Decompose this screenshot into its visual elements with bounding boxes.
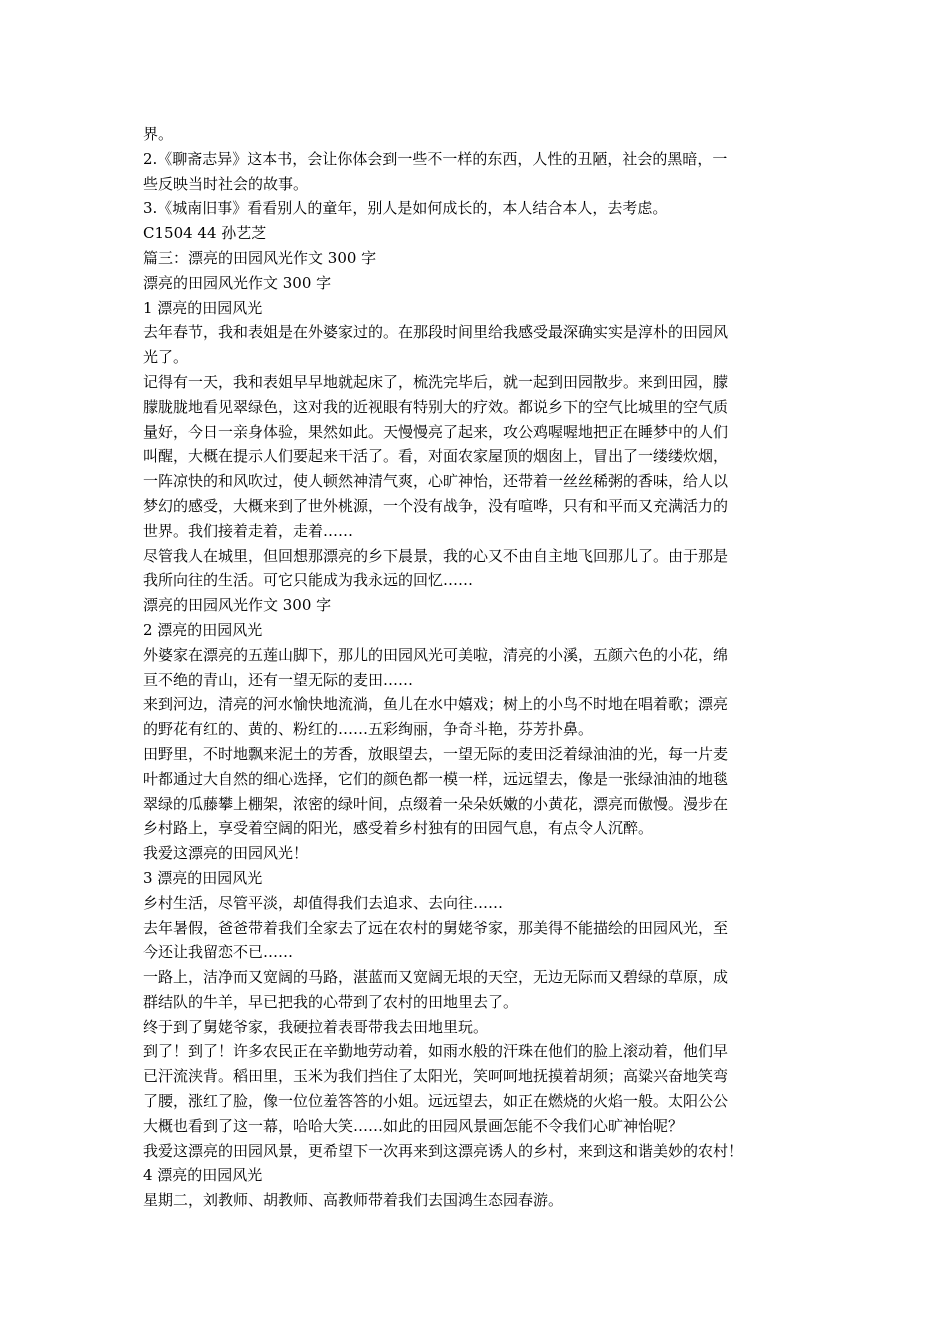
text-line: 1 漂亮的田园风光 [143, 298, 263, 317]
text-line: 了腰，涨红了脸，像一位位羞答答的小姐。远远望去，如正在燃烧的火焰一般。太阳公公 [143, 1092, 729, 1111]
text-line: 去年春节，我和表姐是在外婆家过的。在那段时间里给我感受最深确实实是淳朴的田园风 [143, 323, 729, 342]
text-line: 叶都通过大自然的细心选择，它们的颜色都一模一样，远远望去，像是一张绿油油的地毯 [143, 769, 729, 788]
text-line: 一路上，洁净而又宽阔的马路，湛蓝而又宽阔无垠的天空，无边无际而又碧绿的草原，成 [143, 968, 729, 987]
text-line: 叫醒，大概在提示人们要起来干活了。看，对面农家屋顶的烟囱上，冒出了一缕缕炊烟， [143, 447, 729, 466]
text-line: 3 漂亮的田园风光 [143, 868, 263, 887]
text-line: 乡村生活，尽管平淡，却值得我们去追求、去向往…… [143, 893, 504, 912]
text-line: 光了。 [143, 348, 189, 367]
text-line: 2.《聊斋志异》这本书，会让你体会到一些不一样的东西，人性的丑陋，社会的黑暗，一 [143, 149, 728, 168]
text-line: 我爱这漂亮的田园风景，更希望下一次再来到这漂亮诱人的乡村，来到这和谐美妙的农村！ [143, 1141, 744, 1160]
text-line: 记得有一天，我和表姐早早地就起床了，梳洗完毕后，就一起到田园散步。来到田园，朦 [143, 372, 729, 391]
text-line: 2 漂亮的田园风光 [143, 620, 263, 639]
text-line: 星期二，刘教师、胡教师、高教师带着我们去国鸿生态园春游。 [143, 1191, 564, 1210]
text-line: 到了！到了！许多农民正在辛勤地劳动着，如雨水般的汗珠在他们的脸上滚动着，他们早 [143, 1042, 729, 1061]
text-line: 已汗流浃背。稻田里，玉米为我们挡住了太阳光，笑呵呵地抚摸着胡须；高粱兴奋地笑弯 [143, 1067, 729, 1086]
text-line: 我所向往的生活。可它只能成为我永远的回忆…… [143, 571, 474, 590]
text-line: 外婆家在漂亮的五莲山脚下，那儿的田园风光可美啦，清亮的小溪，五颜六色的小花，绵 [143, 645, 729, 664]
text-line: C1504 44 孙艺芝 [143, 224, 267, 243]
text-line: 世界。我们接着走着，走着…… [143, 521, 354, 540]
text-line: 漂亮的田园风光作文 300 字 [143, 596, 332, 615]
text-line: 来到河边，清亮的河水愉快地流淌，鱼儿在水中嬉戏；树上的小鸟不时地在唱着歌；漂亮 [143, 695, 729, 714]
document-page [143, 122, 809, 1213]
text-line: 我爱这漂亮的田园风光！ [143, 844, 309, 863]
text-line: 乡村路上，享受着空阔的阳光，感受着乡村独有的田园气息，有点令人沉醉。 [143, 819, 654, 838]
text-line: 今还让我留恋不已…… [143, 943, 294, 962]
text-line: 翠绿的瓜藤攀上棚架，浓密的绿叶间，点缀着一朵朵妖嫩的小黄花，漂亮而傲慢。漫步在 [143, 794, 729, 813]
text-line: 去年暑假，爸爸带着我们全家去了远在农村的舅姥爷家，那美得不能描绘的田园风光，至 [143, 918, 729, 937]
text-line: 界。 [143, 125, 174, 143]
text-line: 4 漂亮的田园风光 [143, 1166, 263, 1185]
text-line: 篇三：漂亮的田园风光作文 300 字 [143, 248, 377, 267]
text-line: 亘不绝的青山，还有一望无际的麦田…… [143, 670, 414, 689]
text-line: 终于到了舅姥爷家，我硬拉着表哥带我去田地里玩。 [143, 1017, 489, 1036]
text-line: 的野花有红的、黄的、粉红的……五彩绚丽，争奇斗艳，芬芳扑鼻。 [143, 720, 594, 739]
text-line: 漂亮的田园风光作文 300 字 [143, 273, 332, 292]
text-line: 一阵凉快的和风吹过，使人顿然神清气爽，心旷神怡，还带着一丝丝稀粥的香味，给人以 [143, 472, 729, 491]
text-line: 大概也看到了这一幕，哈哈大笑……如此的田园风景画怎能不令我们心旷神怡呢？ [143, 1116, 684, 1135]
text-line: 3.《城南旧事》看看别人的童年，别人是如何成长的，本人结合本人，去考虑。 [143, 199, 668, 218]
text-line: 田野里，不时地飘来泥土的芳香，放眼望去，一望无际的麦田泛着绿油油的光，每一片麦 [143, 744, 729, 763]
text-line: 量好，今日一亲身体验，果然如此。天慢慢亮了起来，攻公鸡喔喔地把正在睡梦中的人们 [143, 422, 729, 441]
text-line: 梦幻的感受，大概来到了世外桃源，一个没有战争，没有喧哗，只有和平而又充满活力的 [143, 496, 729, 515]
text-line: 群结队的牛羊，早已把我的心带到了农村的田地里去了。 [143, 992, 519, 1011]
text-line: 些反映当时社会的故事。 [143, 174, 309, 193]
text-line: 尽管我人在城里，但回想那漂亮的乡下晨景，我的心又不由自主地飞回那儿了。由于那是 [143, 546, 729, 565]
text-line: 朦胧胧地看见翠绿色，这对我的近视眼有特别大的疗效。都说乡下的空气比城里的空气质 [143, 397, 729, 416]
